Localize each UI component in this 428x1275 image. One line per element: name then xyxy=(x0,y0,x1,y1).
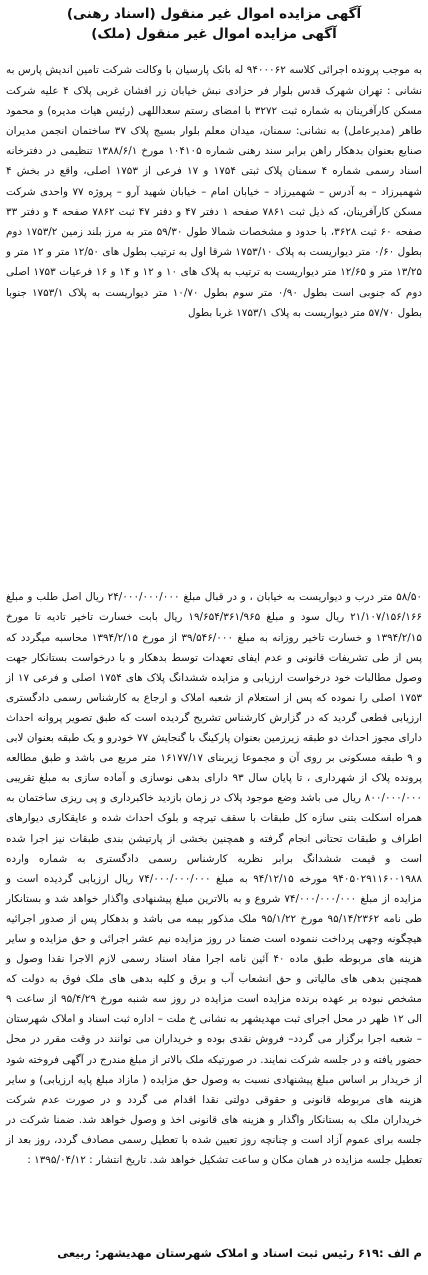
notice-signature: م الف :۶۱۹ رئیس ثبت اسناد و املاک شهرستان مهدیشهر: ربیعی xyxy=(57,1246,422,1260)
notice-body-paragraph-1: به موجب پرونده اجرائی کلاسه ۹۴۰۰۰۶۲ له بانک پارسیان با وکالت شرکت تامین اندیش پارس به نشانی : تهران شهرک قدس بلوار فر حزادی نبش خیابان زر افشان غربی پلاک ۴ علیه شرکت مسکن کارآفرینان به شماره ثبت ۳۲۷۲ با امضای رستم سعداللهی (رئیس هیات مدیره) و محمود طاهر (مدیرعامل) به نشانی: سمنان، میدان معلم بلوار بسیج پلاک ۳۷ ساختمان انجمن مدیران صنایع بعنوان بدهکار راهن برابر سند رهنی شماره ۱۰۴۱۰۵ مورخ ۱۳۸۸/۶/۱ تنظیمی در دفترخانه اسناد رسمی شماره ۴ سمنان پلاک ثبتی ۱۷۵۴ و ۱۷ فرعی از ۱۷۵۳ اصلی، واقع در بخش ۴ شهمیرزاد – به آدرس – شهمیرزاد – خیابان امام – خیابان شهید آرو – پروژه ۷۷ واحدی شرکت مسکن کارآفرینان، که ذیل ثبت ۷۸۶۱ صفحه ۱ دفتر ۴۷ و دفتر ۴۷ ثبت ۷۸۶۲ صفحه ۴ و دفتر ۳۳ صفحه ۶۰ ثبت ۳۶۲۸، با حدود و مشخصات شمالا طول ۵۹/۳۰ متر به مرز بلند زمین ۱۷۵۳/۲ دوم بطول ۰/۶۰ متر دیواریست به پلاک ۱۷۵۳/۱۰ شرقا اول به ترتیب بطول های ۱۲/۵۰ متر و ۱۲ متر و ۱۳/۲۵ متر و ۱۲/۶۵ متر دیواریست به ترتیب به پلاک های ۱۰ و ۱۲ و ۱۴ و ۱۶ فرعیات ۱۷۵۳ اصلی دوم که جنوبی است بطول ۰/۹۰ متر سوم بطول ۱۰/۷۰ متر دیواریست به پلاک ۱۷۵۳/۱ جنوبا بطول ۵۷/۷۰ متر دیواریست به پلاک ۱۷۵۳/۱ غربا بطول xyxy=(6,64,423,319)
notice-title-secondary: آگهی مزایده اموال غیر منقول (ملک) xyxy=(91,26,337,42)
notice-body-paragraph-2: ۵۸/۵۰ متر درب و دیواریست به خیابان ، و در قبال مبلغ ۲۴/۰۰۰/۰۰۰/۰۰۰ ریال اصل طلب و مبلغ ۲۱/۱۰۷/۱۵۶/۱۶۶ ریال سود و مبلغ ۱۹/۶۵۴/۳۶۱/۹۶۵ ریال بابت خسارت تاخیر تادیه تا مورخ ۱۳۹۴/۲/۱۵ و خسارت تاخیر روزانه به مبلغ ۳۹/۵۴۶/۰۰۰ از مورخ ۱۳۹۴/۲/۱۵ محاسبه میگردد که پس از طی تشریفات قانونی و عدم ایفای تعهدات توسط بدهکار و با درخواست بستانکار جهت وصول مطالبات خود درخواست ارزیابی و مزایده ششدانگ پلاک های ۱۷۵۴ اصلی و فرعی ۱۷ از ۱۷۵۳ اصلی را نموده که پس از استعلام از شعبه املاک و ارجاع به کارشناس رسمی دادگستری ارزیابی قطعی گردید که در گزارش کارشناس تشریح گردیده است که طبق تصویر پروانه احداث دارای مجوز احداث دو طبقه زیرزمین بعنوان پارکینگ با گنجایش ۷۷ خودرو و یک طبقه بعنوان لابی و ۹ طبقه مسکونی بر روی آن و مجموعا زیربنای ۱۶۱۷۷/۱۷ متر مربع می باشد و طبق مطالعه پرونده پلاک از شهرداری ، تا پایان سال ۹۳ دارای بدهی نوسازی و آماده سازی به مبلغ تقریبی ۸۰۰/۰۰۰/۰۰۰ ریال می باشد وضع موجود پلاک در زمان بازدید خاکبرداری و پی ریزی ساختمان به همراه اسکلت بتنی سازه کل طبقات با سقف تیرچه و بلوک احداث شده و عایقکاری دیوارهای اطراف و طبقات تحتانی انجام گرفته و همچنین بخشی از پارتیشن بندی طبقات نیز اجرا شده است و قیمت ششدانگ برابر نظریه کارشناس رسمی دادگستری به شماره وارده ۹۴۰۵۰۲۹۱۱۶۰۰۱۹۸۸ مورخه ۹۴/۱۲/۱۵ به مبلغ ۷۴/۰۰۰/۰۰۰/۰۰۰ ریال ارزیابی گردیده است و مزایده از مبلغ ۷۴/۰۰۰/۰۰۰/۰۰۰ شروع و به بالاترین مبلغ پیشنهادی واگذار خواهد شد و بستانکار طی نامه ۹۵/۱۴/۲۳۶۲ مورخ ۹۵/۱/۲۲ ملک مذکور بیمه می باشد و بدهکار پس از صدور اجرائیه هیچگونه وجهی پرداخت ننموده است ضمنا در روز مزایده نیم عشر اجرائی و حق مزایده و سایر هزینه های مربوطه طبق ماده ۴۰ آئین نامه اجرا مفاد اسناد رسمی لازم الاجرا نقدا وصول و همچنین بدهی های مالیاتی و حق انشعاب آب و برق و کلیه بدهی های ملک فوق به دولت که مشخص نبوده بر عهده برنده مزایده است مزایده در روز سه شنبه مورخ ۹۵/۴/۲۹ از ساعت ۹ الی ۱۲ ظهر در محل اجرای ثبت مهدیشهر به نشانی خ ملت – اداره ثبت اسناد و املاک شهرستان – شعبه اجرا برگزار می گردد– فروش نقدی بوده و خریداران می توانند در وقت مقرر در محل حضور یافته و در جلسه شرکت نمایند. در صورتیکه ملک بالاتر از مبلغ مندرج در آگهی فروخته شود از خریدار بر اساس مبلغ پیشنهادی نسبت به وصول حق مزایده ( مازاد مبلغ پایه ارزیابی) و سایر هزینه های مربوطه قانونی و حقوقی دولتی نقدا اقدام می گردد و در صورت عدم شرکت خریداران ملک به بستانکار واگذار و هزینه های قانونی اخذ و وصول خواهد شد. ضمنا شرکت در جلسه برای عموم آزاد است و چنانچه روز تعیین شده با تعطیل رسمی مصادف گردد، روز بعد از تعطیل جلسه مزایده در همان مکان و ساعت تشکیل خواهد شد. تاریخ انتشار : ۱۳۹۵/۰۴/۱۲ : xyxy=(6,591,423,1167)
notice-title-primary: آگهی مزایده اموال غیر منقول (اسناد رهنی) xyxy=(66,6,362,22)
